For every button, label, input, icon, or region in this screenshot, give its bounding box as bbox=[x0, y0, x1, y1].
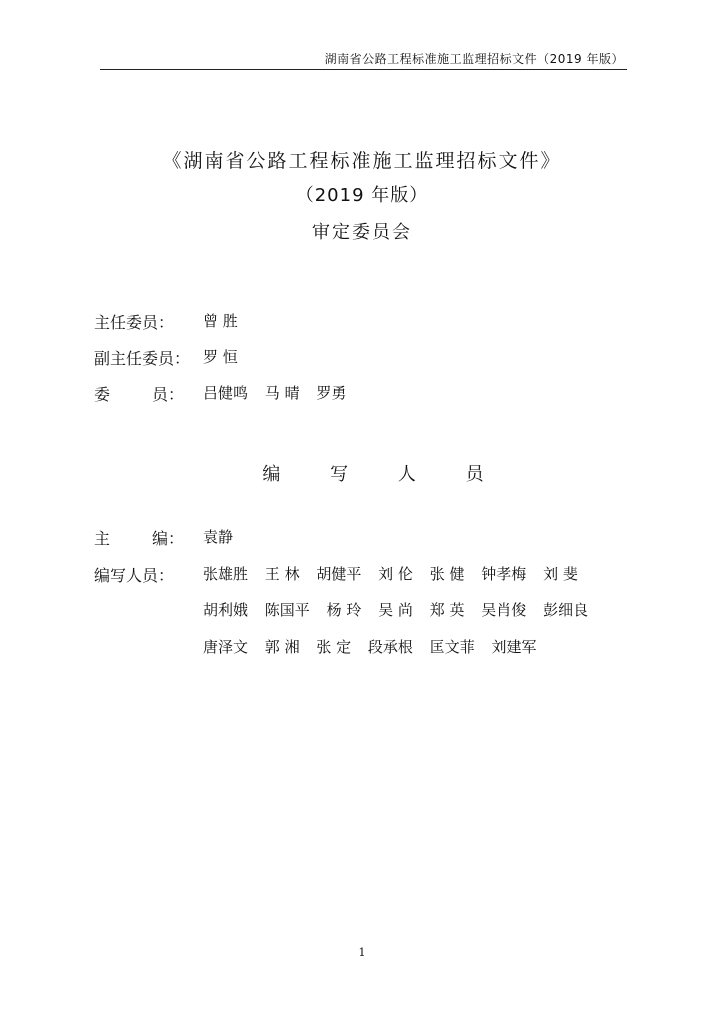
person-name: 吴 尚 bbox=[378, 601, 413, 619]
director-label: 主任委员： bbox=[94, 313, 175, 332]
person-name: 吴肖俊 bbox=[481, 601, 527, 619]
committee-heading: 审定委员会 bbox=[312, 222, 412, 243]
person-name: 郑 英 bbox=[429, 601, 465, 619]
chief-label-right: 编： bbox=[151, 529, 184, 548]
chief-editor-names bbox=[203, 526, 245, 547]
person-name: 罗 恒 bbox=[203, 348, 238, 366]
person-name: 张 定 bbox=[316, 638, 352, 656]
writers-row-2 bbox=[203, 599, 600, 620]
person-name: 马 晴 bbox=[264, 384, 300, 402]
person-name: 陈国平 bbox=[264, 601, 310, 619]
person-name: 刘 伦 bbox=[378, 565, 413, 583]
person-name: 袁静 bbox=[203, 528, 234, 546]
header-rule bbox=[100, 69, 627, 70]
running-header: 湖南省公路工程标准施工监理招标文件（2019 年版） bbox=[324, 52, 624, 66]
member-label-right: 员： bbox=[151, 385, 184, 404]
person-name: 段承根 bbox=[367, 638, 413, 656]
person-name: 曾 胜 bbox=[203, 312, 238, 330]
document-edition: （2019 年版） bbox=[295, 185, 429, 206]
person-name: 杨 玲 bbox=[326, 601, 362, 619]
writers-heading: 编 写 人 员 bbox=[262, 464, 506, 485]
person-name: 刘建军 bbox=[491, 638, 537, 656]
writers-row-3 bbox=[203, 636, 549, 657]
person-name: 张雄胜 bbox=[203, 565, 249, 583]
person-name: 刘 斐 bbox=[543, 565, 578, 583]
person-name: 吕健鸣 bbox=[203, 384, 249, 402]
page-number: 1 bbox=[358, 946, 366, 959]
member-names bbox=[203, 382, 358, 403]
person-name: 匡文菲 bbox=[429, 638, 475, 656]
director-names bbox=[203, 310, 250, 331]
person-name: 王 林 bbox=[264, 565, 300, 583]
person-name: 郭 湘 bbox=[264, 638, 300, 656]
staff-writers-label: 编写人员： bbox=[94, 566, 175, 585]
person-name: 张 健 bbox=[429, 565, 465, 583]
person-name: 唐泽文 bbox=[203, 638, 249, 656]
member-label bbox=[94, 382, 184, 405]
person-name: 胡利娥 bbox=[203, 601, 249, 619]
person-name: 胡健平 bbox=[316, 565, 362, 583]
person-name: 钟孝梅 bbox=[481, 565, 527, 583]
person-name: 罗勇 bbox=[316, 384, 347, 402]
person-name: 彭细良 bbox=[543, 601, 589, 619]
writers-row-1 bbox=[203, 563, 590, 584]
chief-editor-label bbox=[94, 526, 184, 549]
deputy-director-names bbox=[203, 346, 250, 367]
document-title: 《湖南省公路工程标准施工监理招标文件》 bbox=[162, 150, 562, 172]
deputy-director-label: 副主任委员： bbox=[94, 349, 191, 368]
member-label-left: 委 bbox=[94, 385, 111, 404]
chief-label-left: 主 bbox=[94, 529, 111, 548]
